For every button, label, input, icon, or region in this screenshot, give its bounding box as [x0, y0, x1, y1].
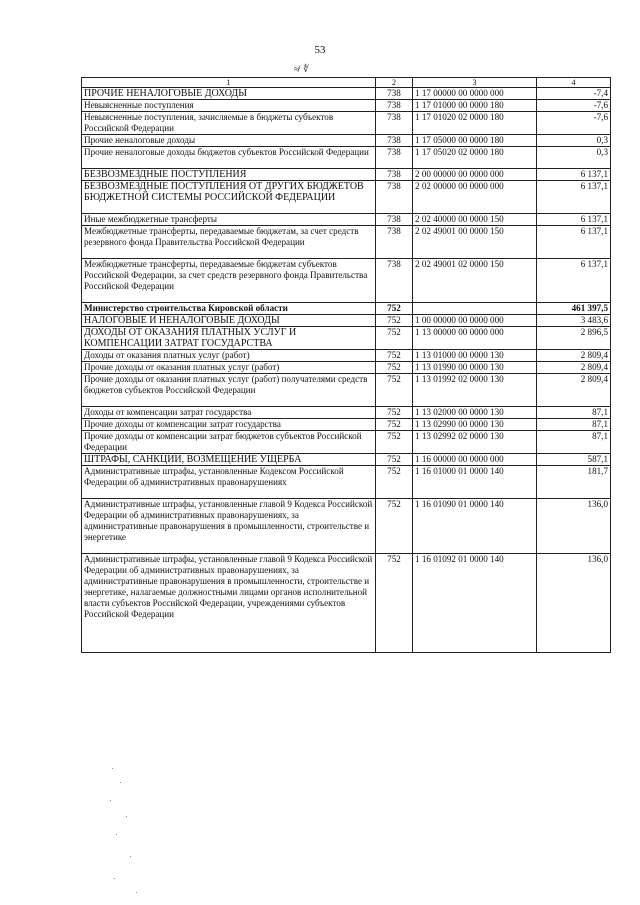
cell-name: Доходы от компенсации затрат государства — [82, 407, 376, 419]
table-row — [82, 303, 611, 315]
cell-amount: 181,7 — [537, 466, 611, 499]
cell-budget-code: 1 17 01000 00 0000 180 — [413, 100, 537, 112]
cell-admin-code: 738 — [376, 181, 413, 214]
scan-specks — [108, 760, 148, 900]
cell-amount: -7,4 — [537, 88, 611, 100]
cell-name: Административные штрафы, установленные Кодексом Российской Федерации об административных правонарушениях — [82, 466, 376, 499]
cell-name: БЕЗВОЗМЕЗДНЫЕ ПОСТУПЛЕНИЯ ОТ ДРУГИХ БЮДЖЕТОВ БЮДЖЕТНОЙ СИСТЕМЫ РОССИЙСКОЙ ФЕДЕРАЦИИ — [82, 181, 376, 214]
cell-name: Межбюджетные трансферты, передаваемые бюджетам, за счет средств резервного фонда Правительства Российской Федерации — [82, 226, 376, 259]
table-row — [82, 112, 611, 135]
cell-budget-code: 2 02 49001 00 0000 150 — [413, 226, 537, 259]
cell-admin-code: 738 — [376, 100, 413, 112]
header-col-2: 2 — [376, 78, 413, 88]
cell-budget-code: 1 13 01992 02 0000 130 — [413, 374, 537, 407]
cell-budget-code: 1 13 01000 00 0000 130 — [413, 350, 537, 362]
table-row — [82, 327, 611, 350]
cell-admin-code: 738 — [376, 147, 413, 169]
cell-admin-code: 752 — [376, 303, 413, 315]
header-col-4: 4 — [537, 78, 611, 88]
cell-amount: 87,1 — [537, 419, 611, 431]
cell-amount: 87,1 — [537, 431, 611, 454]
cell-admin-code: 738 — [376, 214, 413, 226]
cell-budget-code: 1 13 00000 00 0000 000 — [413, 327, 537, 350]
cell-amount: -7,6 — [537, 100, 611, 112]
table-row — [82, 259, 611, 303]
header-col-1: 1 — [82, 78, 376, 88]
cell-amount: 6 137,1 — [537, 259, 611, 303]
cell-budget-code: 1 16 01000 01 0000 140 — [413, 466, 537, 499]
table-row — [82, 214, 611, 226]
cell-amount: 461 397,5 — [537, 303, 611, 315]
cell-admin-code: 738 — [376, 259, 413, 303]
cell-budget-code: 1 17 05000 00 0000 180 — [413, 135, 537, 147]
cell-admin-code: 752 — [376, 374, 413, 407]
cell-name: Прочие доходы от компенсации затрат бюджетов субъектов Российской Федерации — [82, 431, 376, 454]
cell-amount: 3 483,6 — [537, 315, 611, 327]
table-row — [82, 419, 611, 431]
cell-amount: 6 137,1 — [537, 169, 611, 181]
cell-admin-code: 752 — [376, 407, 413, 419]
cell-admin-code: 752 — [376, 499, 413, 554]
table-header-row — [82, 78, 611, 88]
cell-budget-code: 1 17 00000 00 0000 000 — [413, 88, 537, 100]
cell-budget-code: 1 13 02000 00 0000 130 — [413, 407, 537, 419]
cell-admin-code: 752 — [376, 315, 413, 327]
cell-name: Межбюджетные трансферты, передаваемые бюджетам субъектов Российской Федерации, за счет средств резервного фонда Правительства Российской Федерации — [82, 259, 376, 303]
table-row — [82, 181, 611, 214]
cell-admin-code: 738 — [376, 135, 413, 147]
cell-admin-code: 752 — [376, 362, 413, 374]
table-row — [82, 374, 611, 407]
cell-name: Прочие неналоговые доходы бюджетов субъектов Российской Федерации — [82, 147, 376, 169]
cell-name: Прочие доходы от компенсации затрат государства — [82, 419, 376, 431]
table-row — [82, 88, 611, 100]
cell-name: Иные межбюджетные трансферты — [82, 214, 376, 226]
header-col-3: 3 — [413, 78, 537, 88]
cell-budget-code: 1 13 02992 02 0000 130 — [413, 431, 537, 454]
cell-name: Прочие неналоговые доходы — [82, 135, 376, 147]
cell-amount: 2 809,4 — [537, 374, 611, 407]
cell-amount: 2 896,5 — [537, 327, 611, 350]
cell-budget-code: 2 02 49001 02 0000 150 — [413, 259, 537, 303]
table-row — [82, 315, 611, 327]
cell-budget-code: 1 17 05020 02 0000 180 — [413, 147, 537, 169]
cell-admin-code: 738 — [376, 226, 413, 259]
table-row — [82, 362, 611, 374]
cell-amount: 6 137,1 — [537, 181, 611, 214]
cell-budget-code: 1 13 01990 00 0000 130 — [413, 362, 537, 374]
table-row — [82, 466, 611, 499]
table-row — [82, 226, 611, 259]
cell-amount: 136,0 — [537, 499, 611, 554]
cell-admin-code: 738 — [376, 112, 413, 135]
page-number: 53 — [314, 44, 326, 56]
cell-name: Прочие доходы от оказания платных услуг (работ) получателями средств бюджетов субъектов Российской Федерации — [82, 374, 376, 407]
table-row — [82, 100, 611, 112]
cell-budget-code: 2 00 00000 00 0000 000 — [413, 169, 537, 181]
cell-budget-code: 1 16 01090 01 0000 140 — [413, 499, 537, 554]
cell-admin-code: 738 — [376, 88, 413, 100]
cell-amount: 6 137,1 — [537, 214, 611, 226]
table-row — [82, 431, 611, 454]
cell-admin-code: 752 — [376, 350, 413, 362]
cell-amount: 87,1 — [537, 407, 611, 419]
cell-admin-code: 752 — [376, 419, 413, 431]
cell-admin-code: 752 — [376, 466, 413, 499]
cell-name: Невыясненные поступления, зачисляемые в бюджеты субъектов Российской Федерации — [82, 112, 376, 135]
cell-amount: 136,0 — [537, 554, 611, 653]
table-row — [82, 554, 611, 653]
cell-name: БЕЗВОЗМЕЗДНЫЕ ПОСТУПЛЕНИЯ — [82, 169, 376, 181]
cell-budget-code: 2 02 40000 00 0000 150 — [413, 214, 537, 226]
table-row — [82, 147, 611, 169]
cell-budget-code: 2 02 00000 00 0000 000 — [413, 181, 537, 214]
cell-amount: 6 137,1 — [537, 226, 611, 259]
cell-admin-code: 752 — [376, 454, 413, 466]
table-row — [82, 407, 611, 419]
cell-amount: 0,3 — [537, 135, 611, 147]
table-row — [82, 499, 611, 554]
cell-amount: 587,1 — [537, 454, 611, 466]
cell-amount: 2 809,4 — [537, 362, 611, 374]
cell-amount: -7,6 — [537, 112, 611, 135]
cell-admin-code: 738 — [376, 169, 413, 181]
table-row — [82, 135, 611, 147]
table-row — [82, 169, 611, 181]
cell-name: Доходы от оказания платных услуг (работ) — [82, 350, 376, 362]
cell-budget-code — [413, 303, 537, 315]
table-row — [82, 454, 611, 466]
page-marker: ≉ ∜ — [294, 64, 310, 74]
cell-budget-code: 1 13 02990 00 0000 130 — [413, 419, 537, 431]
cell-amount: 0,3 — [537, 147, 611, 169]
cell-name: Министерство строительства Кировской области — [82, 303, 376, 315]
table-row — [82, 350, 611, 362]
cell-name: ПРОЧИЕ НЕНАЛОГОВЫЕ ДОХОДЫ — [82, 88, 376, 100]
revenue-table — [81, 77, 611, 653]
cell-amount: 2 809,4 — [537, 350, 611, 362]
cell-budget-code: 1 00 00000 00 0000 000 — [413, 315, 537, 327]
cell-name: Невыясненные поступления — [82, 100, 376, 112]
cell-admin-code: 752 — [376, 554, 413, 653]
cell-admin-code: 752 — [376, 327, 413, 350]
cell-name: Административные штрафы, установленные главой 9 Кодекса Российской Федерации об административных правонарушениях, за административные правонарушения в промышленности, строительстве и энергетике — [82, 499, 376, 554]
cell-name: ШТРАФЫ, САНКЦИИ, ВОЗМЕЩЕНИЕ УЩЕРБА — [82, 454, 376, 466]
cell-name: НАЛОГОВЫЕ И НЕНАЛОГОВЫЕ ДОХОДЫ — [82, 315, 376, 327]
cell-budget-code: 1 16 00000 00 0000 000 — [413, 454, 537, 466]
cell-name: Прочие доходы от оказания платных услуг (работ) — [82, 362, 376, 374]
cell-budget-code: 1 17 01020 02 0000 180 — [413, 112, 537, 135]
cell-name: ДОХОДЫ ОТ ОКАЗАНИЯ ПЛАТНЫХ УСЛУГ И КОМПЕНСАЦИИ ЗАТРАТ ГОСУДАРСТВА — [82, 327, 376, 350]
cell-name: Административные штрафы, установленные главой 9 Кодекса Российской Федерации об административных правонарушениях, за административные правонарушения в промышленности, строительстве и энергетике, налагаемые должностными лицами органов исполнительной власти субъектов Российской Федерации, учреждениями субъектов Российской Федерации — [82, 554, 376, 653]
cell-admin-code: 752 — [376, 431, 413, 454]
cell-budget-code: 1 16 01092 01 0000 140 — [413, 554, 537, 653]
